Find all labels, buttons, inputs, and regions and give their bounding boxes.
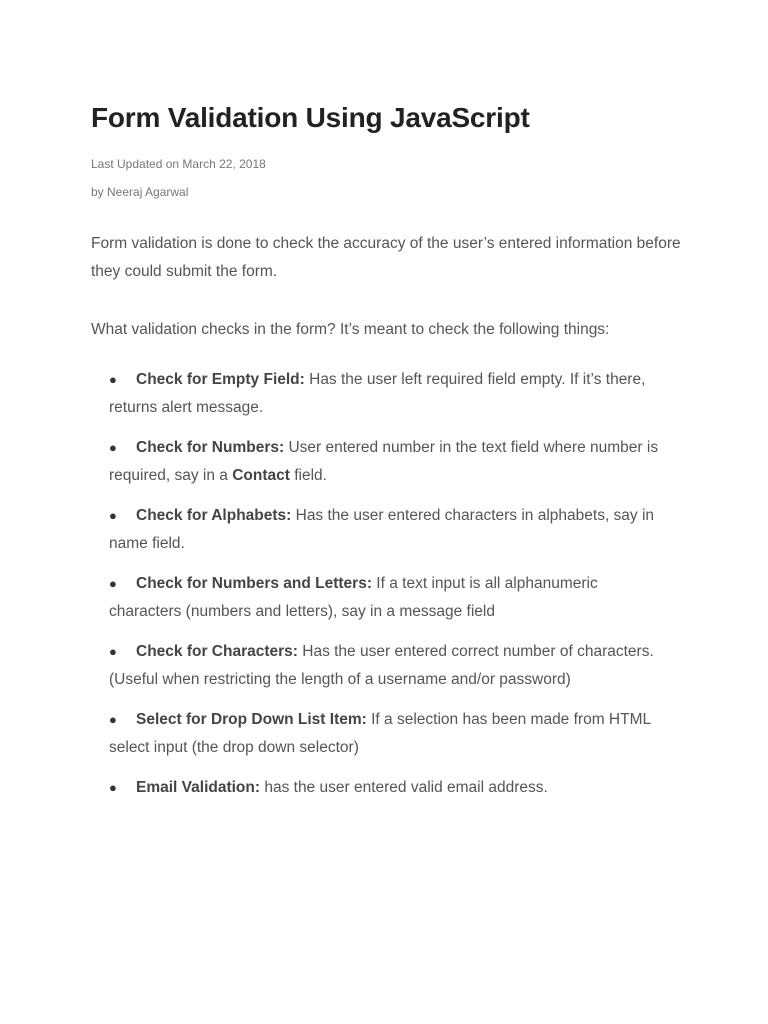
- validation-checks-list: [91, 366, 661, 802]
- bullet-icon: ●: [109, 508, 117, 523]
- check-description: Has the user entered correct number of characters. (Useful when restricting the length of a username and/or password): [109, 643, 654, 688]
- check-term: Check for Characters:: [136, 643, 298, 660]
- check-description: If a selection has been made from HTML select input (the drop down selector): [109, 711, 651, 756]
- contact-emphasis: Contact: [232, 467, 290, 484]
- check-term: Check for Numbers:: [136, 439, 285, 456]
- list-item: [109, 502, 661, 558]
- list-item: [109, 366, 661, 422]
- list-item: [109, 774, 661, 802]
- check-term: Email Validation:: [136, 779, 261, 796]
- intro-paragraph: Form validation is done to check the accuracy of the user’s entered information before they could submit the form.: [91, 235, 681, 280]
- check-term: Check for Numbers and Letters:: [136, 575, 372, 592]
- bullet-icon: ●: [109, 712, 117, 727]
- check-term: Select for Drop Down List Item:: [136, 711, 367, 728]
- list-item: [109, 570, 661, 626]
- article: [91, 98, 691, 814]
- check-description: Has the user entered characters in alphabets, say in name field.: [109, 507, 655, 552]
- check-term: Check for Empty Field:: [136, 371, 305, 388]
- bullet-icon: ●: [109, 644, 117, 659]
- bullet-icon: ●: [109, 372, 117, 387]
- bullet-icon: ●: [109, 440, 117, 455]
- list-item: [109, 706, 661, 762]
- check-description-end: field.: [289, 467, 327, 484]
- author-byline: by Neeraj Agarwal: [91, 185, 189, 199]
- last-updated-date: Last Updated on March 22, 2018: [91, 157, 266, 171]
- check-description: User entered number in the text field where number is required, say in a: [109, 439, 659, 484]
- question-paragraph: What validation checks in the form? It’s meant to check the following things:: [91, 321, 610, 338]
- check-term: Check for Alphabets:: [136, 507, 292, 524]
- page-title: Form Validation Using JavaScript: [91, 102, 530, 133]
- check-description: has the user entered valid email address.: [260, 779, 548, 796]
- check-description: If a text input is all alphanumeric characters (numbers and letters), say in a message field: [109, 575, 598, 620]
- check-description: Has the user left required field empty. If it’s there, returns alert message.: [109, 371, 646, 416]
- bullet-icon: ●: [109, 780, 117, 795]
- list-item: [109, 638, 661, 694]
- list-item: [109, 434, 661, 490]
- bullet-icon: ●: [109, 576, 117, 591]
